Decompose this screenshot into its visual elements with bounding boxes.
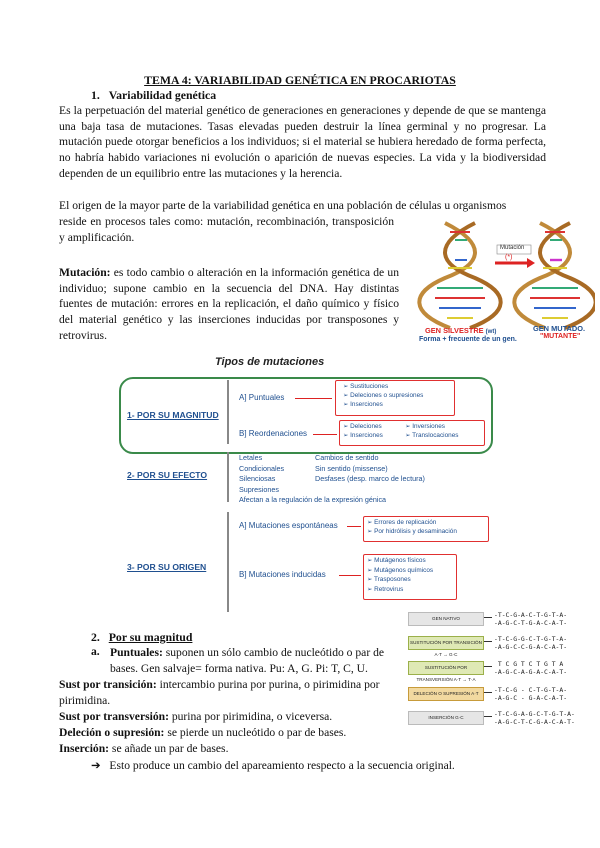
term-transicion: Sust por transición: (59, 678, 157, 691)
seq-connector (484, 716, 492, 717)
delecion-definition: se pierde un nucleótido o par de bases. (164, 726, 347, 739)
inducidas-label: B] Mutaciones inducidas (239, 570, 326, 579)
paragraph-perpetuacion: Es la perpetuación del material genético de generaciones en generaciones y depende de que se mantenga una baja tasa de mutaciones. Tasas elevadas pueden destruir la línea germinal y no progresar. La mutación puede otorgar beneficios a los individuos; si el material se hubiera heredado de forma perfecta, no habría habido variaciones ni evolución o aparición de nuevas especies. La vida y la biodiversidad dependen de un equilibrio entre las mutaciones y la herencia. (59, 104, 546, 180)
item-a-letter: a. (91, 645, 100, 658)
right-arrow-icon: ➔ (91, 759, 101, 772)
diagram-title: Tipos de mutaciones (215, 356, 325, 368)
list-item: ➢ Inserciones (343, 401, 383, 408)
delecion-paragraph (59, 725, 399, 741)
term-transversion: Sust por transversión: (59, 710, 169, 723)
list-item: ➢ Deleciones ➢ Inversiones (343, 423, 445, 430)
seq-row-label: GEN NATIVO (408, 612, 484, 626)
term-puntuales: Puntuales: (110, 646, 163, 659)
mutacion-definition: es todo cambio o alteración en la información genética de un individuo; supone cambio en la secuencia del DNA. Hay distintas fuentes de mutación: errores en la replicación, el daño químico y físico del material genético y las inserciones inducidas por transposones y retrovirus. (59, 266, 399, 342)
wild-gene-sublabel: Forma + frecuente de un gen. (419, 336, 517, 343)
origen-divider (227, 512, 229, 612)
list-item: ➢ Trasposones (367, 576, 411, 583)
wild-dna-helix (419, 223, 500, 328)
section-title: Variabilidad genética (108, 88, 217, 102)
magnitud-divider (227, 380, 229, 444)
puntuales-arrow (295, 398, 332, 399)
sequence-pair: T C G T C T G T A -A-G-C-A-G-A-C-A-T- (494, 660, 568, 676)
efecto-col2: Cambios de sentido Sin sentido (missense) Desfases (desp. marco de lectura) (315, 453, 425, 483)
mutation-types-diagram (115, 356, 495, 616)
transicion-definition: intercambio purina por purina, o pirimidina por pirimidina. (59, 678, 380, 707)
seq-row-label: SUSTITUCIÓN POR TRANSVERSIÓN A·T → T·A (408, 661, 484, 675)
efecto-col1: Letales Condicionales Silenciosas Supresiones (239, 453, 285, 494)
puntuales-definition: suponen un sólo cambio de nucleótido o par de bases. Gen salvaje= forma nativa. Pu: A, G. Pi: T, C, U. (110, 646, 385, 675)
section-number: 1. (91, 88, 100, 102)
sequence-pair: -T-C-G-A-G-C-T-G-T-A- -A-G-C-T-C-G-A-C-A-T- (494, 710, 575, 726)
mutant-gene-label: GEN MUTADO. (533, 324, 586, 333)
list-item: ➢ Mutágenos físicos (367, 557, 426, 564)
insercion-definition: se añade un par de bases. (109, 742, 229, 755)
arrow-note: ➔ Esto produce un cambio del apareamiento respecto a la secuencia original. (91, 759, 455, 772)
efecto-regulacion: Afectan a la regulación de la expresión génica (239, 495, 387, 504)
reordenaciones-label: B] Reordenaciones (239, 429, 308, 438)
dna-mutation-figure (415, 218, 595, 350)
mutation-label: Mutación (500, 245, 525, 251)
transicion-paragraph (59, 677, 395, 708)
inducidas-list (367, 556, 433, 594)
seq-row-label: SUSTITUCIÓN POR TRANSICIÓN A·T → G·C (408, 636, 484, 650)
paragraph-mutacion (59, 265, 399, 344)
seq-connector (484, 641, 492, 642)
section-number: 2. (91, 630, 100, 644)
seq-row-label: DELECIÓN O SUPRESIÓN A·T (408, 687, 484, 701)
list-item: ➢ Por hidrólisis y desaminación (367, 528, 457, 535)
insercion-paragraph (59, 741, 399, 757)
section-title: Por su magnitud (108, 630, 193, 644)
list-item: ➢ Inserciones ➢ Translocaciones (343, 432, 459, 439)
magnitud-heading: 1- POR SU MAGNITUD (127, 410, 219, 420)
espontaneas-list (367, 518, 457, 536)
wild-gene-label: GEN SILVESTRE (wt) (425, 326, 497, 335)
paragraph-origen-rest: reside en procesos tales como: mutación, recombinación, transposición y amplificación. (59, 215, 394, 244)
page-title: TEMA 4: VARIABILIDAD GENÉTICA EN PROCARIOTAS (144, 73, 456, 87)
section-2-heading (91, 630, 192, 645)
puntuales-label: A] Puntuales (239, 393, 285, 402)
espontaneas-label: A] Mutaciones espontáneas (239, 521, 338, 530)
sequence-pair: -T-C-G - C-T-G-T-A- -A-G-C - G-A-C-A-T- (494, 686, 568, 702)
mutant-gene-sublabel: "MUTANTE" (540, 333, 581, 340)
reordenaciones-list (343, 422, 458, 440)
term-insercion: Inserción: (59, 742, 110, 755)
section-1-heading (91, 88, 216, 103)
list-item: ➢ Sustituciones (343, 383, 389, 390)
seq-connector (484, 692, 492, 693)
seq-row-label: INSERCIÓN G·C (408, 711, 484, 725)
puntuales-paragraph (110, 645, 395, 676)
efecto-heading: 2- POR SU EFECTO (127, 470, 208, 480)
transversion-definition: purina por pirimidina, o viceversa. (168, 710, 333, 723)
transversion-paragraph (59, 709, 399, 725)
reordenaciones-arrow (313, 434, 337, 435)
espontaneas-arrow (347, 526, 361, 527)
inducidas-arrow (339, 575, 361, 576)
efecto-divider (227, 452, 229, 502)
seq-connector (484, 617, 492, 618)
mutated-dna-helix (514, 223, 595, 328)
paragraph-origen-line1: El origen de la mayor parte de la variabilidad genética en una población de células u organismos (59, 199, 507, 212)
mutation-asterisk: (*) (505, 254, 513, 261)
seq-connector (484, 666, 492, 667)
list-item: ➢ Deleciones o supresiones (343, 392, 424, 399)
list-item: ➢ Mutágenos químicos (367, 566, 434, 574)
puntuales-list (343, 382, 423, 409)
sequence-pair: -T-C-G-G-C-T-G-T-A- -A-G-C-C-G-A-C-A-T- (494, 635, 568, 651)
term-mutacion: Mutación: (59, 266, 111, 279)
origen-heading: 3- POR SU ORIGEN (127, 562, 207, 572)
list-item: ➢ Retrovirus (367, 585, 404, 593)
sequence-pair: -T-C-G-A-C-T-G-T-A- -A-G-C-T-G-A-C-A-T- (494, 611, 568, 627)
term-delecion: Deleción o supresión: (59, 726, 165, 739)
list-item: ➢ Errores de replicación (367, 519, 437, 526)
